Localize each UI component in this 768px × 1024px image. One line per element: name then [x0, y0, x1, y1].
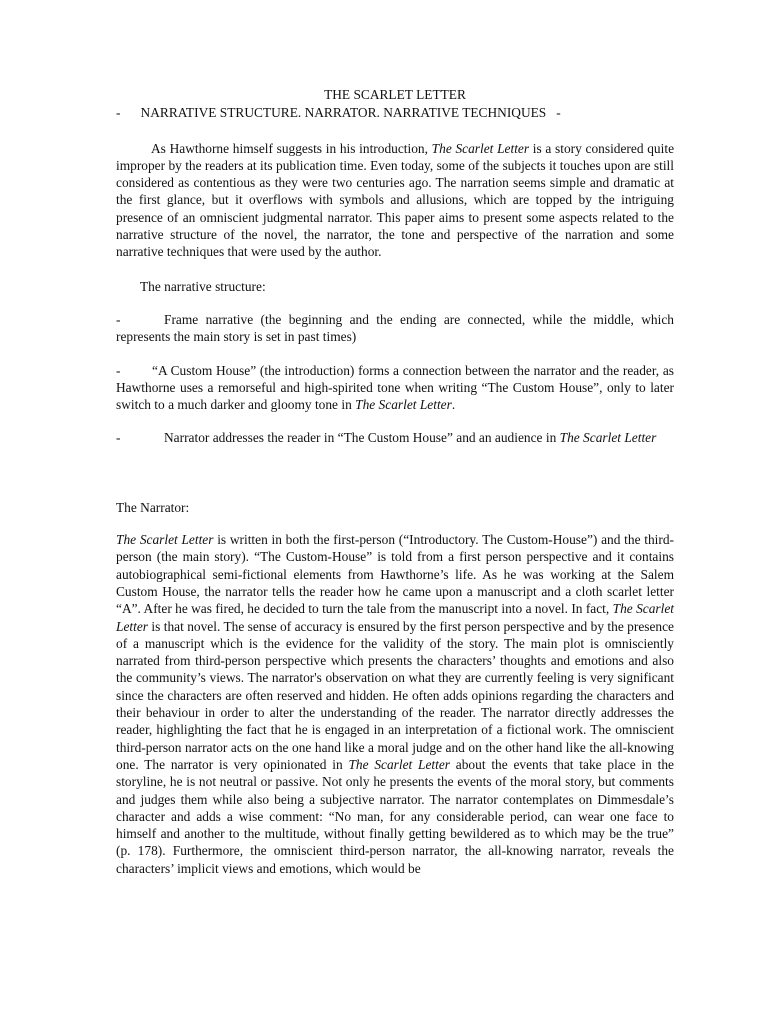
structure-bullet-3	[116, 429, 674, 446]
document-title: THE SCARLET LETTER	[324, 87, 466, 102]
bullet-book-title: The Scarlet Letter	[559, 430, 657, 446]
structure-bullet-1	[116, 311, 674, 346]
bullet-dash: -	[116, 311, 121, 327]
narrator-heading: The Narrator:	[116, 499, 190, 515]
document-subtitle: - NARRATIVE STRUCTURE. NARRATOR. NARRATIVE TECHNIQUES -	[116, 105, 561, 121]
narrator-text-3: about the events that take place in the storyline, he is not neutral or passive. Not only he presents the events of the moral story, but comments and judges them while also being a subjective narrator. The narrator contemplates on Dimmesdale’s character and adds a wise comment: “No man, for any considerable period, can wear one face to himself and another to the multitude, without finally getting bewildered as to which may be the true” (p. 178). Furthermore, the omniscient third-person narrator, the all-knowing narrator, reveals the characters’ implicit views and emotions, which would be	[116, 756, 674, 876]
intro-paragraph	[116, 140, 674, 261]
intro-text-1: As Hawthorne himself suggests in his introduction,	[151, 140, 432, 156]
structure-bullet-2	[116, 362, 674, 414]
narrator-book-title-1: The Scarlet Letter	[116, 532, 214, 548]
intro-book-title: The Scarlet Letter	[431, 140, 530, 156]
document-page	[116, 86, 674, 877]
narrator-paragraph	[116, 531, 674, 877]
bullet-book-title: The Scarlet Letter	[355, 397, 452, 413]
narrator-text-2: is that novel. The sense of accuracy is ensured by the first person perspective and by the presence of a manuscript which is the evidence for the validity of the story. The main plot is omnisciently narrated from third-person perspective which presents the characters’ thoughts and emotions and also the community’s views. The narrator's observation on what they are currently feeling is very significant since the characters are often reserved and hidden. He often adds opinions regarding the characters and their behaviour in order to alter the understanding of the reader. The narrator directly addresses the reader, highlighting the fact that he is engaged in an interpretation of a fictional work. The omniscient third-person narrator acts on the one hand like a moral judge and on the other hand like the all-knowing one. The narrator is very opinionated in	[116, 618, 674, 772]
narrator-book-title-3: The Scarlet Letter	[348, 756, 451, 772]
narrator-text-1: is written in both the first-person (“Introductory. The Custom-House”) and the third-person (the main story). “The Custom-House” is told from a first person perspective and it contains autobiographical semi-fictional elements from Hawthorne’s life. As he was working at the Salem Custom House, the narrator tells the reader how he came upon a manuscript and a cloth scarlet letter “A”. After he was fired, he decided to turn the tale from the manuscript into a novel. In fact,	[116, 532, 674, 617]
bullet-dash: -	[116, 430, 121, 446]
bullet-end: .	[451, 397, 456, 413]
bullet-text: “A Custom House” (the introduction) forms a connection between the narrator and the reader, as Hawthorne uses a remorseful and high-spirited tone when writing “The Custom House”, only to later switch to a much darker and gloomy tone in	[116, 362, 674, 413]
narrator-book-title-2: The Scarlet Letter	[116, 601, 674, 634]
bullet-text: Frame narrative (the beginning and the ending are connected, while the middle, which represents the main story is set in past times)	[116, 311, 674, 345]
bullet-text: Narrator addresses the reader in “The Custom House” and an audience in	[164, 430, 560, 446]
bullet-dash: -	[116, 362, 121, 378]
structure-heading: The narrative structure:	[140, 278, 266, 294]
intro-text-2: is a story considered quite improper by the readers at its publication time. Even today, some of the subjects it touches upon are still considered as contentious as they were two centuries ago. The narration seems simple and dramatic at the first glance, but it overflows with symbols and allusions, which are topped by the intriguing presence of an omniscient judgmental narrator. This paper aims to present some aspects related to the narrative structure of the novel, the narrator, the tone and perspective of the narration and some narrative techniques that were used by the author.	[116, 140, 675, 260]
